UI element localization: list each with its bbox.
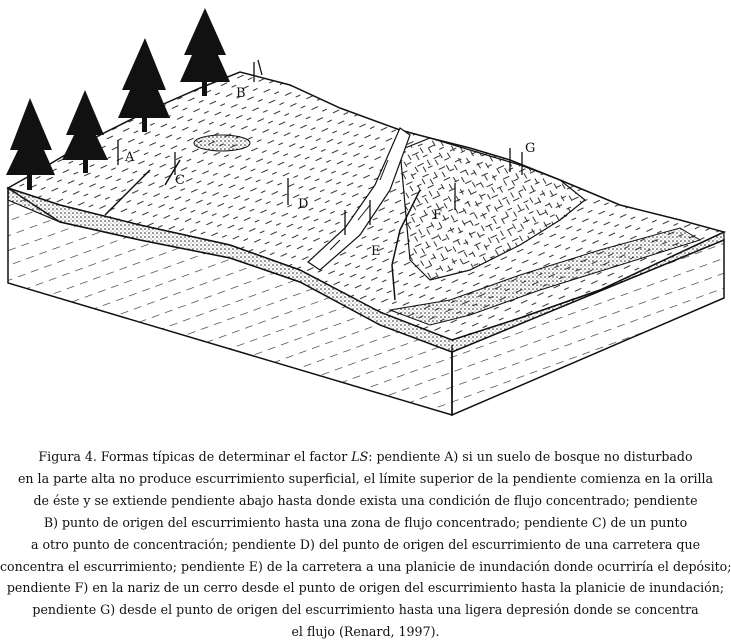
caption-line: a otro punto de concentración; pendiente D) del punto de origen del escurrimiento de una carretera que xyxy=(30,536,701,552)
label-c: C xyxy=(175,173,185,188)
caption-line: de éste y se extiende pendiente abajo hasta donde exista una condición de flujo concentrado; pendiente xyxy=(33,492,698,508)
tree xyxy=(118,38,170,132)
label-d: D xyxy=(298,197,309,212)
label-e: E xyxy=(371,244,381,259)
caption-line: B) punto de origen del escurrimiento hasta una zona de flujo concentrado; pendiente C) de un punto xyxy=(43,514,688,530)
figure-caption xyxy=(0,446,731,643)
depression xyxy=(194,135,250,151)
label-g: G xyxy=(525,141,536,156)
caption-line: concentra el escurrimiento; pendiente E) de la carretera a una planicie de inundación donde ocurriría el depósito; xyxy=(0,558,731,574)
label-a: A xyxy=(125,150,135,165)
label-b: B xyxy=(236,86,246,101)
caption-line: Figura 4. Formas típicas de determinar el factor LS: pendiente A) si un suelo de bosque no disturbado xyxy=(38,449,693,464)
caption-line: pendiente G) desde el punto de origen del escurrimiento hasta una ligera depresión donde se concentra xyxy=(32,602,699,618)
caption-line: el flujo (Renard, 1997). xyxy=(291,624,440,640)
label-f: F xyxy=(433,208,443,223)
caption-line: pendiente F) en la nariz de un cerro desde el punto de origen del escurrimiento hasta la planicie de inundación; xyxy=(6,580,725,596)
caption-line: en la parte alta no produce escurrimiento superficial, el límite superior de la pendiente comienza en la orilla xyxy=(17,470,714,486)
